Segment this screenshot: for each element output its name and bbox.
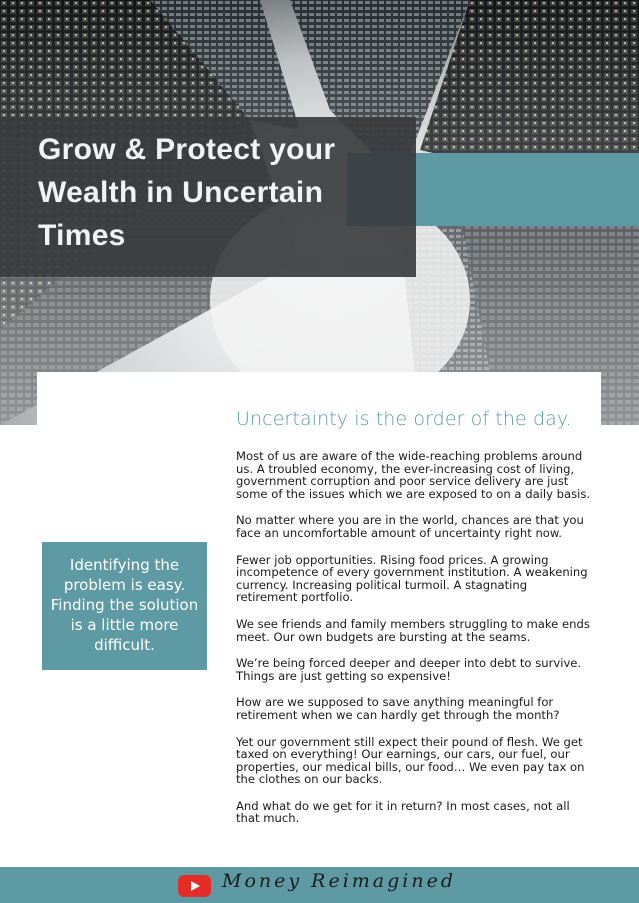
paragraph: Yet our government still expect their pound of flesh. We get taxed on everything! Our earnings, our cars, our fuel, our properties, our medical bills, our food… We even pay tax on the clothes on our backs. [236,734,585,787]
paragraph: Most of us are aware of the wide-reaching problems around us. A troubled economy, the ever-increasing cost of living, government corruption and poor service delivery are just some of the issues which we are exposed to on a daily basis. [236,449,591,501]
callout-box [42,542,207,670]
section-heading: Uncertainty is the order of the day. [236,408,572,430]
callout-text: Identifying the problem is easy. Finding the solution is a little more difficult. [50,556,199,654]
paragraph: Fewer job opportunities. Rising food prices. A growing incompetence of every government institution. A weakening currency. Increasing political turmoil. A stagnating retirement portfolio. [236,552,588,605]
paragraph: How are we supposed to save anything meaningful for retirement when we can hardly get through the month? [236,695,560,722]
page-title: Grow & Protect your Wealth in Uncertain Times [38,133,336,252]
paragraph: We’re being forced deeper and deeper into debt to survive. Things are just getting so expensive! [236,656,582,683]
article-body [236,450,592,839]
youtube-icon[interactable] [178,875,211,897]
paragraph: And what do we get for it in return? In most cases, not all that much. [236,798,570,826]
brand-logo: Money Reimagined [222,870,457,892]
paragraph: We see friends and family members struggling to make ends meet. Our own budgets are bursting at the seams. [236,616,590,644]
paragraph: No matter where you are in the world, chances are that you face an uncomfortable amount of uncertainty right now. [236,513,584,540]
